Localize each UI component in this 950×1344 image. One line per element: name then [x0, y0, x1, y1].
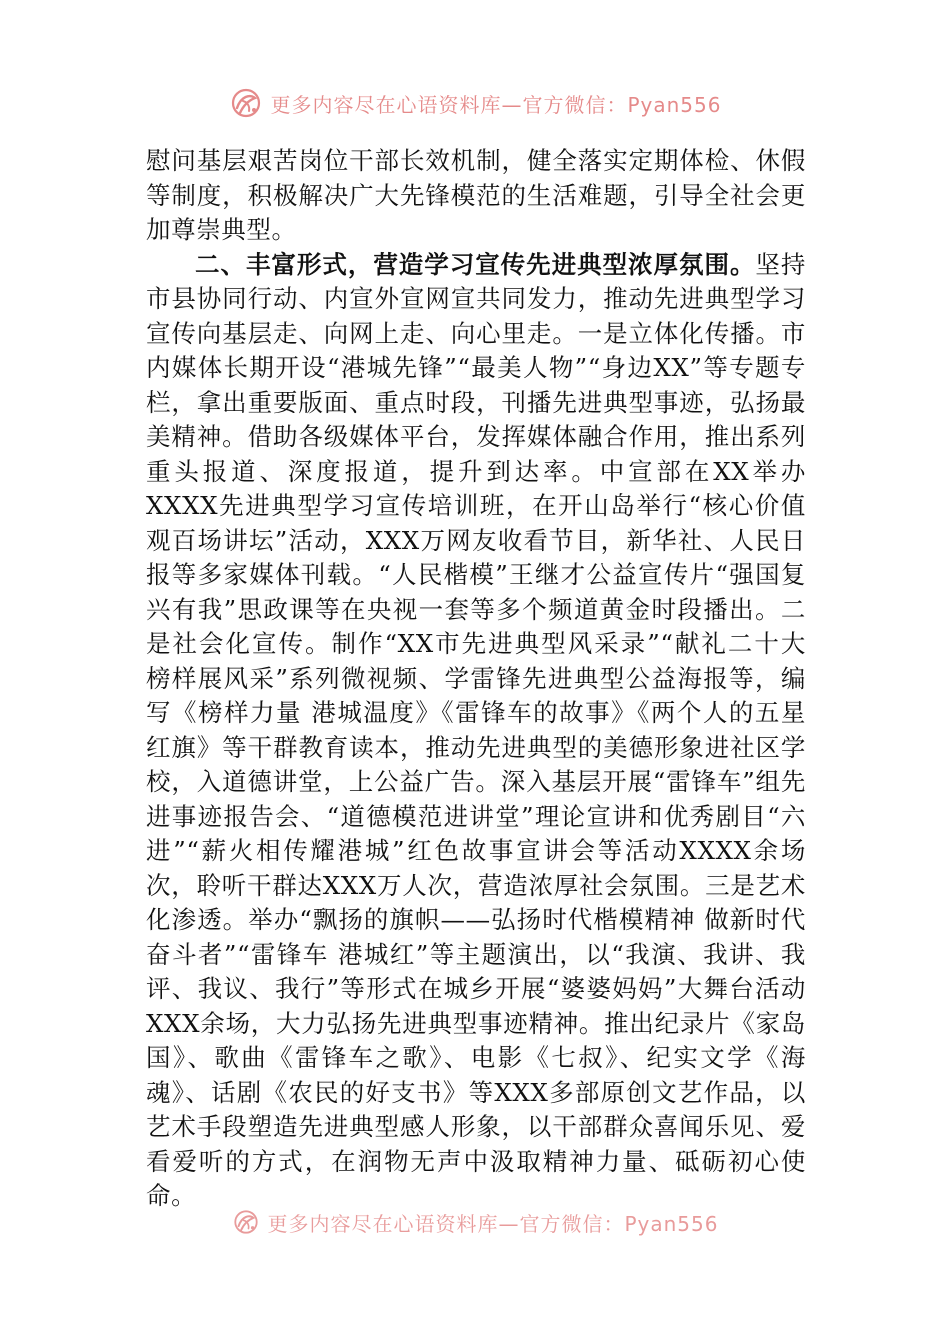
paragraph-continuation: 慰问基层艰苦岗位干部长效机制，健全落实定期体检、休假等制度，积极解决广大先锋模范的生活难题，引导全社会更加尊崇典型。 [146, 146, 806, 244]
watermark-header [0, 86, 950, 120]
section-heading: 二、丰富形式，营造学习宣传先进典型浓厚氛围。 [195, 249, 756, 279]
calligraphy-seal-icon [231, 1208, 261, 1236]
calligraphy-seal-icon [228, 86, 264, 120]
section-body: 坚持市县协同行动、内宣外宣网宣共同发力，推动先进典型学习宣传向基层走、向网上走、向心里走。一是立体化传播。市内媒体长期开设“港城先锋”“最美人物”“身边XX”等专题专栏，拿出重要版面、重点时段，刊播先进典型事迹，弘扬最美精神。借助各级媒体平台，发挥媒体融合作用，推出系列重头报道、深度报道，提升到达率。中宣部在XX举办XXXX先进典型学习宣传培训班，在开山岛举行“核心价值观百场讲坛”活动，XXX万网友收看节目，新华社、人民日报等多家媒体刊载。“人民楷模”王继才公益宣传片“强国复兴有我”思政课等在央视一套等多个频道黄金时段播出。二是社会化宣传。制作“XX市先进典型风采录”“献礼二十大 榜样展风采”系列微视频、学雷锋先进典型公益海报等，编写《榜样力量 港城温度》《雷锋车的故事》《两个人的五星红旗》等干群教育读本，推动先进典型的美德形象进社区学校，入道德讲堂，上公益广告。深入基层开展“雷锋车”组先进事迹报告会、“道德模范进讲堂”理论宣讲和优秀剧目“六进”“薪火相传耀港城”红色故事宣讲会等活动XXXX余场次，聆听干群达XXX万人次，营造浓厚社会氛围。三是艺术化渗透。举办“飘扬的旗帜——弘扬时代楷模精神 做新时代奋斗者”“雷锋车 港城红”等主题演出，以“我演、我讲、我评、我议、我行”等形式在城乡开展“婆婆妈妈”大舞台活动XXX余场，大力弘扬先进典型事迹精神。推出纪录片《家岛国》、歌曲《雷锋车之歌》、电影《七叔》、纪实文学《海魂》、话剧《农民的好支书》等XXX多部原创文艺作品，以艺术手段塑造先进典型感人形象，以干部群众喜闻乐见、爱看爱听的方式，在润物无声中汲取精神力量、砥砺初心使命。 [146, 249, 806, 1210]
paragraph-section-two [146, 248, 806, 1214]
watermark-text: 更多内容尽在心语资料库—官方微信：Pyan556 [267, 1211, 719, 1236]
watermark-text: 更多内容尽在心语资料库—官方微信：Pyan556 [270, 92, 722, 117]
document-body [146, 144, 806, 1214]
watermark-footer [0, 1207, 950, 1237]
